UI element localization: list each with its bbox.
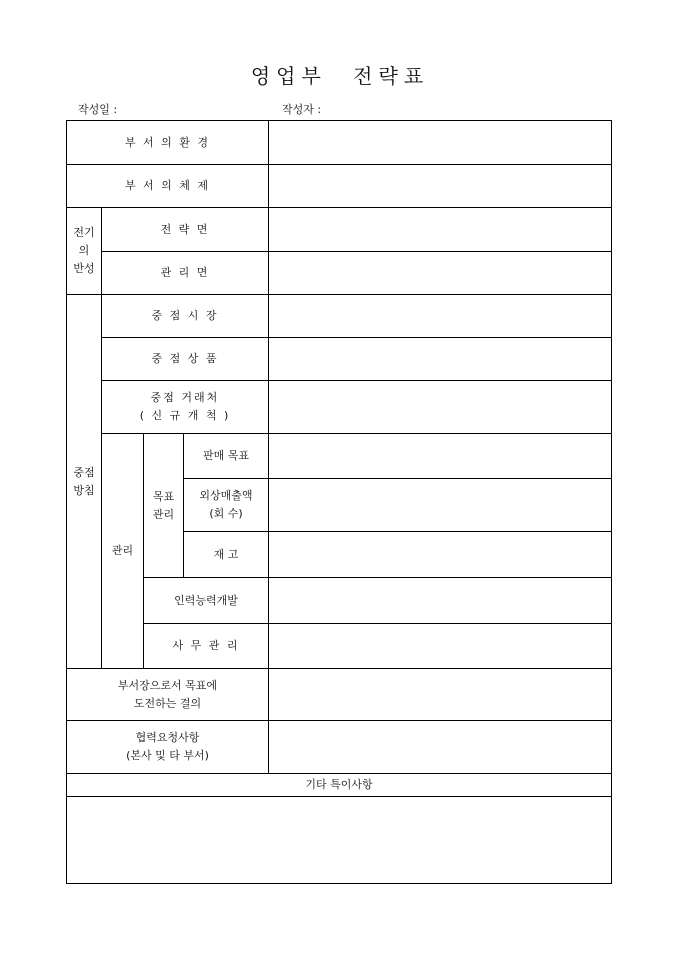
label-dept-environment: 부 서 의 환 경 bbox=[67, 121, 269, 165]
label-cooperation-request: 협력요청사항 (본사 및 타 부서) bbox=[67, 721, 269, 774]
label-receivables: 외상매출액 (회 수) bbox=[184, 479, 269, 532]
label-focus-policy: 중점 방침 bbox=[67, 295, 102, 669]
label-inventory: 재 고 bbox=[184, 532, 269, 578]
input-hr-development[interactable] bbox=[269, 578, 611, 624]
label-office-management: 사 무 관 리 bbox=[144, 624, 269, 669]
label-dept-head-resolution: 부서장으로서 목표에 도전하는 결의 bbox=[67, 669, 269, 721]
date-label: 작성일 : bbox=[78, 103, 118, 116]
author-label: 작성자 : bbox=[282, 103, 322, 116]
label-strategy-side: 전 략 면 bbox=[102, 208, 269, 252]
input-other-notes[interactable] bbox=[67, 797, 611, 883]
input-focus-market[interactable] bbox=[269, 295, 611, 338]
label-management-side: 관 리 면 bbox=[102, 252, 269, 295]
label-other-notes: 기타 특이사항 bbox=[67, 774, 611, 797]
label-sales-target: 판매 목표 bbox=[184, 434, 269, 479]
input-dept-head-resolution[interactable] bbox=[269, 669, 611, 721]
input-office-management[interactable] bbox=[269, 624, 611, 669]
input-cooperation-request[interactable] bbox=[269, 721, 611, 774]
label-focus-product: 중 점 상 품 bbox=[102, 338, 269, 381]
strategy-form-table bbox=[66, 120, 612, 884]
input-dept-system[interactable] bbox=[269, 165, 611, 208]
input-focus-client[interactable] bbox=[269, 381, 611, 434]
input-management-side[interactable] bbox=[269, 252, 611, 295]
input-receivables[interactable] bbox=[269, 479, 611, 532]
label-management: 관리 bbox=[102, 434, 144, 669]
input-dept-environment[interactable] bbox=[269, 121, 611, 165]
input-sales-target[interactable] bbox=[269, 434, 611, 479]
label-focus-market: 중 점 시 장 bbox=[102, 295, 269, 338]
input-focus-product[interactable] bbox=[269, 338, 611, 381]
label-dept-system: 부 서 의 체 제 bbox=[67, 165, 269, 208]
label-target-management: 목표 관리 bbox=[144, 434, 184, 578]
label-focus-client: 중점 거래처 ( 신 규 개 척 ) bbox=[102, 381, 269, 434]
form-title: 영업부 전략표 bbox=[250, 64, 430, 88]
label-hr-development: 인력능력개발 bbox=[144, 578, 269, 624]
label-previous-reflection: 전기 의 반성 bbox=[67, 208, 102, 295]
input-strategy-side[interactable] bbox=[269, 208, 611, 252]
input-inventory[interactable] bbox=[269, 532, 611, 578]
